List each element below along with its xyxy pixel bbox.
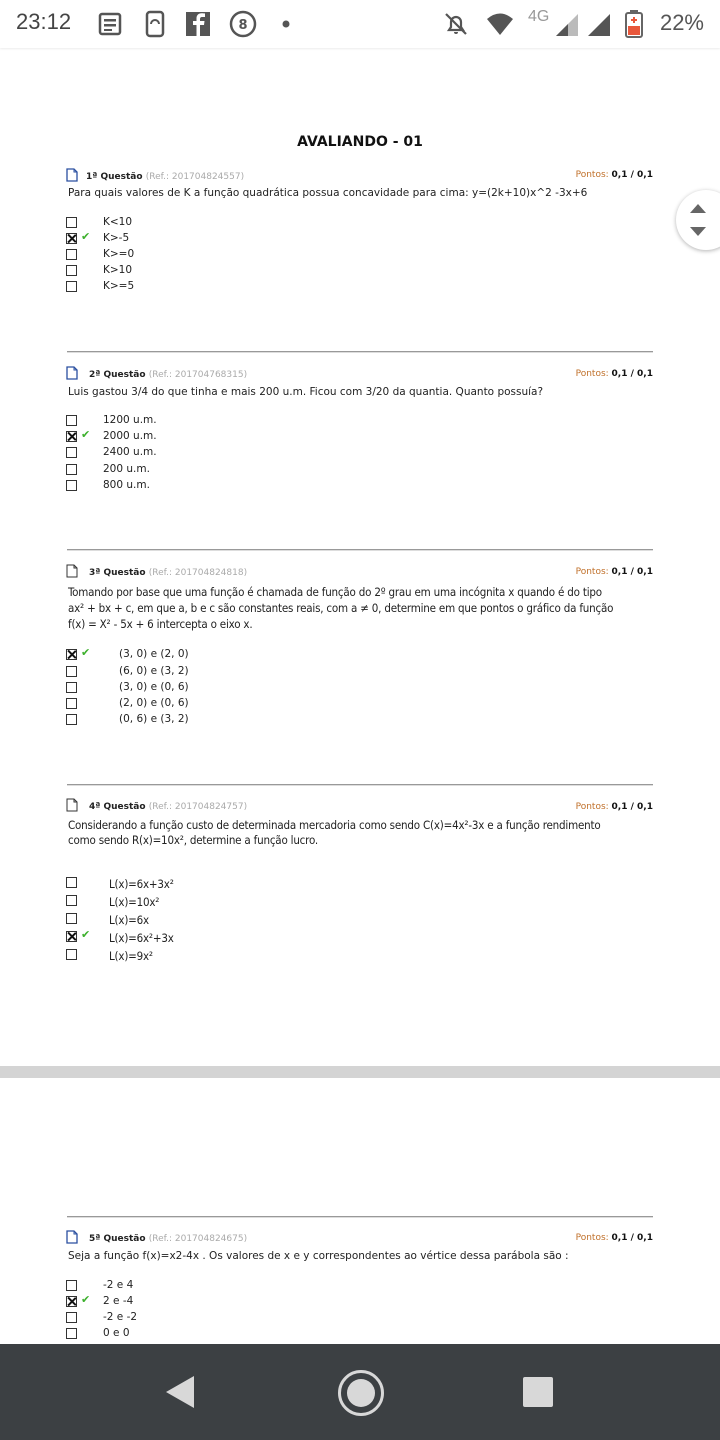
notifications-off-icon [441, 9, 471, 39]
home-icon[interactable] [338, 1370, 384, 1416]
facebook-icon [183, 9, 213, 39]
checkbox-checked[interactable] [66, 233, 77, 244]
status-bar [0, 0, 720, 48]
correct-check-icon: ✔ [81, 646, 91, 659]
question-2-text: Luis gastou 3/4 do que tinha e mais 200 u.m. Ficou com 3/20 da quantia. Quanto possuía? [68, 386, 544, 398]
svg-text:8: 8 [238, 18, 248, 33]
document-icon [66, 1230, 78, 1244]
news-icon [96, 9, 126, 39]
signal-2-icon [586, 9, 616, 39]
battery-percentage: 22% [659, 10, 704, 35]
document-icon [66, 564, 78, 578]
question-5-score: Pontos: 0,1 / 0,1 [575, 1233, 653, 1243]
question-2-score: Pontos: 0,1 / 0,1 [575, 369, 653, 379]
scroll-down-icon[interactable] [690, 227, 706, 236]
question-3-text: Tomando por base que uma função é chamada de função do 2º grau em uma incógnita x quando é do tipo ax² + bx + c, em que a, b e c são constantes reais, com a ≠ 0, determine em que pontos o gráfico da função f(x) = X² - 5x + 6 intercepta o eixo x. [68, 585, 614, 631]
question-4-text: Considerando a função custo de determinada mercadoria como sendo C(x)=4x²-3x e a função rendimento como sendo R(x)=10x², determine a função lucro. [68, 818, 601, 847]
more-notifications-dot-icon [273, 9, 303, 39]
correct-check-icon: ✔ [81, 230, 91, 243]
recent-apps-icon[interactable] [523, 1377, 553, 1407]
network-type: 4G [528, 8, 550, 25]
divider [67, 549, 653, 551]
checkbox[interactable] [66, 249, 77, 260]
question-ref: (Ref.: 201704824557) [145, 172, 245, 182]
scroll-up-icon[interactable] [690, 204, 706, 213]
navigation-bar [0, 1344, 720, 1440]
document-icon [66, 366, 78, 380]
scroll-control[interactable] [676, 190, 720, 250]
back-icon[interactable] [166, 1376, 194, 1408]
divider [67, 351, 653, 353]
checkbox[interactable] [66, 265, 77, 276]
question-1-text: Para quais valores de K a função quadrática possua concavidade para cima: y=(2k+10)x^2 -3x+6 [68, 187, 588, 199]
signal-1-icon [554, 9, 584, 39]
correct-check-icon: ✔ [81, 928, 91, 941]
question-4-score: Pontos: 0,1 / 0,1 [575, 802, 653, 812]
app-8-icon [228, 9, 258, 39]
correct-check-icon: ✔ [81, 428, 91, 441]
checkbox[interactable] [66, 281, 77, 292]
wifi-icon [485, 9, 515, 39]
status-time: 23:12 [16, 9, 72, 34]
sync-phone-icon [140, 9, 170, 39]
question-1-score: Pontos: 0,1 / 0,1 [575, 170, 653, 180]
divider [67, 1216, 653, 1218]
divider [67, 784, 653, 786]
checkbox[interactable] [66, 217, 77, 228]
question-5-text: Seja a função f(x)=x2-4x . Os valores de x e y correspondentes ao vértice dessa parábola são : [68, 1250, 569, 1262]
correct-check-icon: ✔ [81, 1293, 91, 1306]
battery-icon [620, 9, 650, 39]
document-icon [66, 168, 78, 182]
document-icon [66, 798, 78, 812]
question-3-score: Pontos: 0,1 / 0,1 [575, 567, 653, 577]
question-number: 1ª Questão [86, 172, 143, 182]
page-break [0, 1066, 720, 1078]
page-title: AVALIANDO - 01 [297, 134, 423, 150]
